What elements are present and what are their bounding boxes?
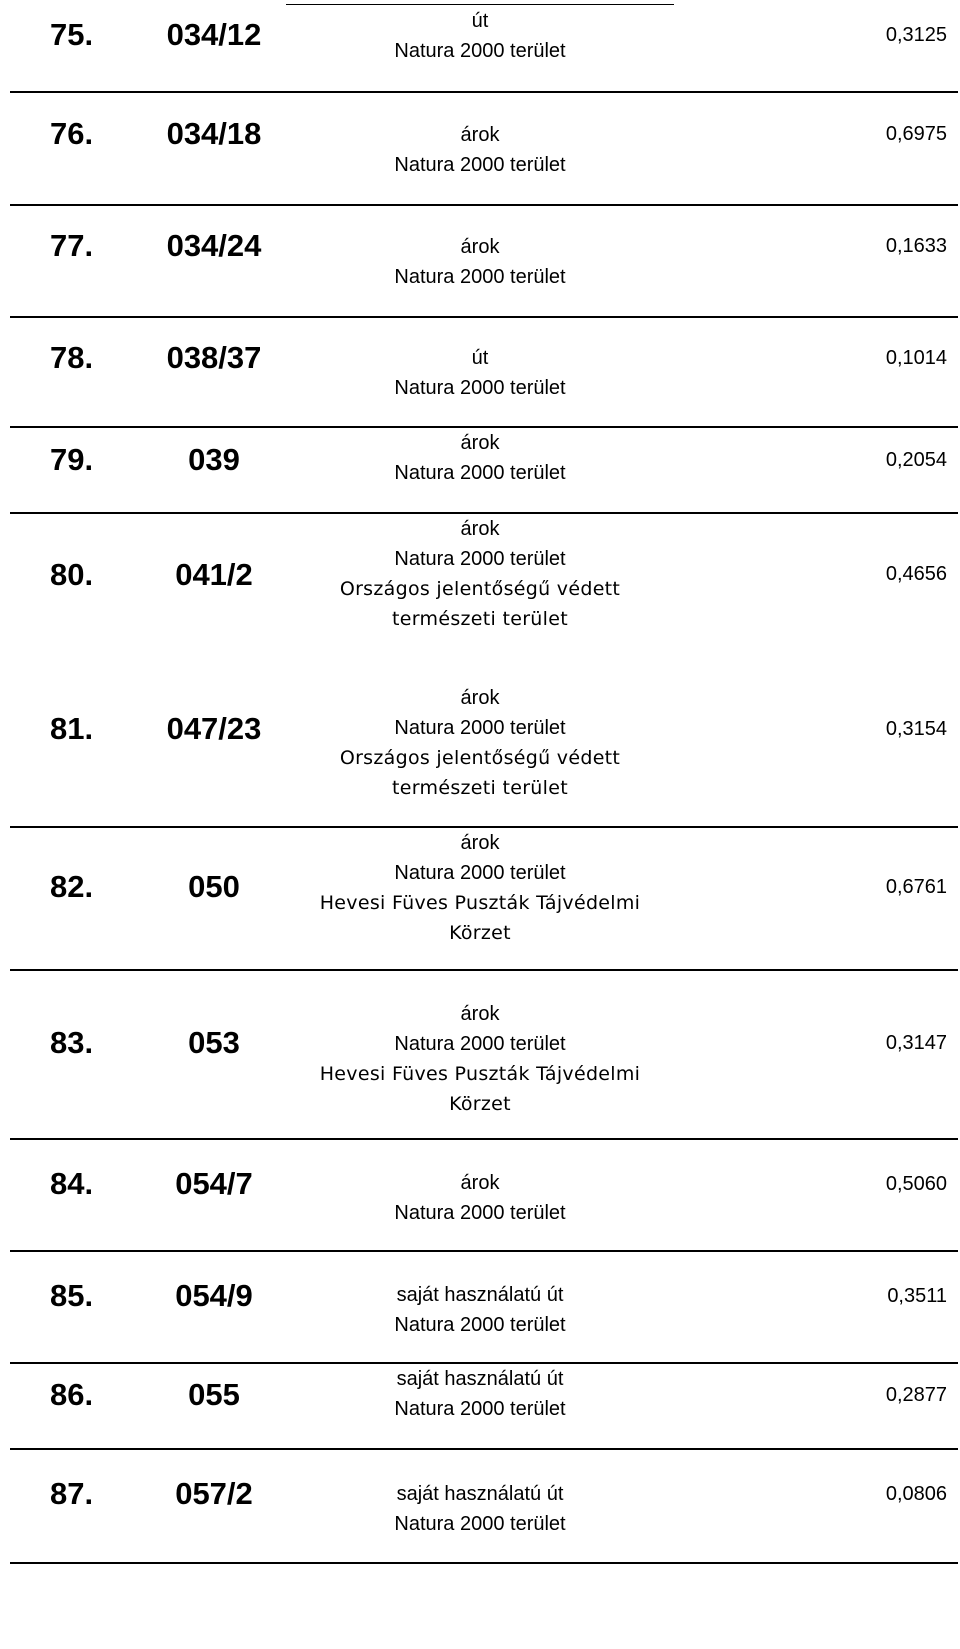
row-divider <box>10 1562 958 1564</box>
land-use-description <box>280 1479 680 1539</box>
parcel-number: 057/2 <box>175 1476 253 1511</box>
parcel-number: 047/23 <box>166 711 262 746</box>
row-number: 86. <box>50 1377 94 1412</box>
area-value: 0,6975 <box>885 123 947 145</box>
land-use-line: út <box>471 10 489 32</box>
land-use-line: Natura 2000 terület <box>394 548 566 570</box>
row-number: 76. <box>50 116 94 151</box>
land-use-line: Natura 2000 terület <box>394 266 566 288</box>
land-use-line: árok <box>460 1003 500 1025</box>
land-use-line: árok <box>460 124 500 146</box>
land-use-line: Natura 2000 terület <box>394 377 566 399</box>
land-use-line: árok <box>460 832 500 854</box>
row-number: 85. <box>50 1278 94 1313</box>
land-use-line: árok <box>460 687 500 709</box>
row-divider <box>10 1250 958 1252</box>
land-use-line: Natura 2000 terület <box>394 1033 566 1055</box>
row-number: 84. <box>50 1166 94 1201</box>
land-use-line: természeti terület <box>392 608 568 630</box>
row-number: 82. <box>50 869 94 904</box>
area-value: 0,3154 <box>885 718 947 740</box>
row-number: 80. <box>50 557 94 592</box>
area-value: 0,3511 <box>887 1285 947 1307</box>
area-value: 0,5060 <box>885 1173 947 1195</box>
land-use-line: Natura 2000 terület <box>394 462 566 484</box>
land-use-line: Körzet <box>449 1093 511 1115</box>
land-use-description <box>280 6 680 66</box>
area-value: 0,1633 <box>885 235 947 257</box>
land-use-line: Körzet <box>449 922 511 944</box>
land-use-description <box>280 828 680 948</box>
row-divider <box>10 1138 958 1140</box>
land-use-line: Natura 2000 terület <box>394 1314 566 1336</box>
area-value: 0,6761 <box>885 876 947 898</box>
row-number: 77. <box>50 228 94 263</box>
parcel-number: 055 <box>188 1377 240 1412</box>
row-number: 78. <box>50 340 94 375</box>
parcel-number: 039 <box>188 442 240 477</box>
land-use-description <box>280 343 680 403</box>
parcel-number: 050 <box>188 869 240 904</box>
parcel-number: 034/18 <box>166 116 262 151</box>
land-use-line: Hevesi Füves Puszták Tájvédelmi <box>319 892 641 914</box>
top-rule <box>286 4 674 5</box>
area-value: 0,2877 <box>885 1384 947 1406</box>
row-divider <box>10 91 958 93</box>
parcel-number: 034/24 <box>166 228 262 263</box>
parcel-number: 053 <box>188 1025 240 1060</box>
land-use-line: saját használatú út <box>396 1368 564 1390</box>
land-use-line: természeti terület <box>392 777 568 799</box>
land-use-line: Natura 2000 terület <box>394 1202 566 1224</box>
land-use-description <box>280 1168 680 1228</box>
land-use-line: Natura 2000 terület <box>394 1398 566 1420</box>
row-number: 83. <box>50 1025 94 1060</box>
area-value: 0,2054 <box>885 449 947 471</box>
area-value: 0,3125 <box>885 24 947 46</box>
row-number: 75. <box>50 17 94 52</box>
row-divider <box>10 1448 958 1450</box>
land-use-line: Natura 2000 terület <box>394 717 566 739</box>
area-value: 0,1014 <box>885 347 947 369</box>
land-use-description <box>280 999 680 1119</box>
land-use-line: saját használatú út <box>396 1284 564 1306</box>
area-value: 0,0806 <box>885 1483 947 1505</box>
parcel-number: 034/12 <box>166 17 262 52</box>
land-use-description <box>280 683 680 803</box>
row-number: 81. <box>50 711 94 746</box>
parcel-number: 054/7 <box>175 1166 253 1201</box>
area-value: 0,3147 <box>885 1032 947 1054</box>
land-use-line: Natura 2000 terület <box>394 40 566 62</box>
row-divider <box>10 316 958 318</box>
land-use-line: saját használatú út <box>396 1483 564 1505</box>
land-use-line: Natura 2000 terület <box>394 154 566 176</box>
land-use-line: árok <box>460 1172 500 1194</box>
row-divider <box>10 969 958 971</box>
land-use-line: út <box>471 347 489 369</box>
land-use-line: Országos jelentőségű védett <box>339 747 621 769</box>
land-use-description <box>280 1280 680 1340</box>
land-use-description <box>280 120 680 180</box>
land-use-line: Hevesi Füves Puszták Tájvédelmi <box>319 1063 641 1085</box>
land-use-line: árok <box>460 432 500 454</box>
land-use-line: árok <box>460 518 500 540</box>
land-use-line: Natura 2000 terület <box>394 1513 566 1535</box>
row-number: 87. <box>50 1476 94 1511</box>
land-use-line: Országos jelentőségű védett <box>339 578 621 600</box>
area-value: 0,4656 <box>885 563 947 585</box>
parcel-number: 041/2 <box>175 557 253 592</box>
land-use-description <box>280 232 680 292</box>
row-divider <box>10 204 958 206</box>
land-use-line: Natura 2000 terület <box>394 862 566 884</box>
land-use-description <box>280 1364 680 1424</box>
parcel-number: 054/9 <box>175 1278 253 1313</box>
parcel-number: 038/37 <box>166 340 262 375</box>
land-use-line: árok <box>460 236 500 258</box>
row-number: 79. <box>50 442 94 477</box>
land-use-description <box>280 428 680 488</box>
land-use-description <box>280 514 680 634</box>
